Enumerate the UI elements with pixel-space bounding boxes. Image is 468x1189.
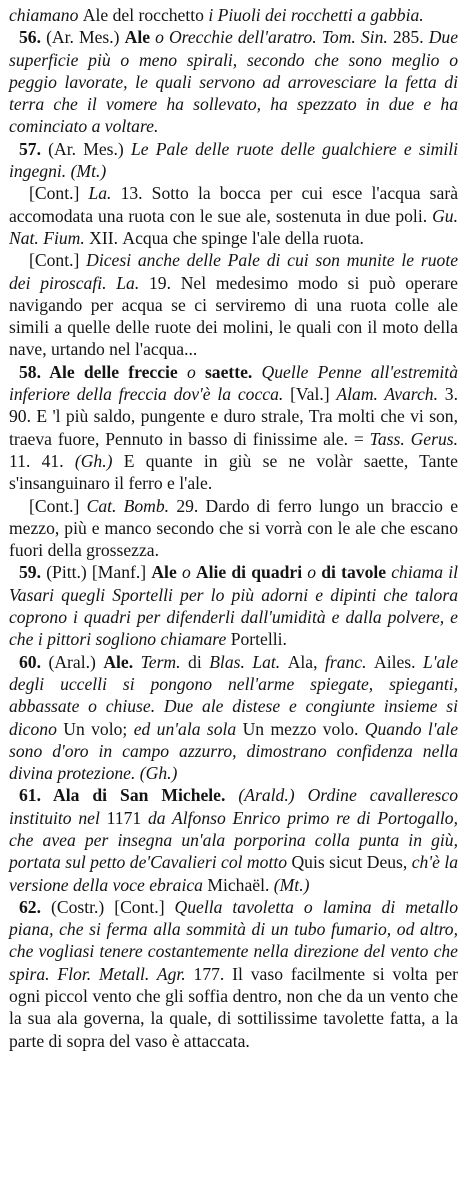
italic-text: ch'è la versione della voce ebraica bbox=[9, 852, 458, 895]
italic-text: franc. bbox=[324, 651, 374, 672]
body-text: Acqua che spinge l'ale della ruota. bbox=[122, 227, 364, 248]
entry-heading-text: Ale bbox=[151, 562, 182, 583]
continuation-paragraph bbox=[9, 249, 458, 360]
body-text: 285. bbox=[392, 27, 429, 48]
entry-heading-text: di tavole bbox=[321, 562, 392, 583]
body-text: XII. bbox=[89, 227, 123, 248]
italic-text: Quelle Penne all'estremità inferiore della freccia dov'è la cocca. bbox=[9, 361, 458, 405]
body-text: (Costr.) [Cont.] bbox=[50, 896, 175, 917]
body-text: [Cont.] bbox=[29, 183, 89, 204]
italic-text: chiama il Vasari quegli Sportelli per lo più adorni e dipinti che talora coprono i quadri per difenderli dall'umidità e dalla polvere, e che i pittori sogliono chiamare bbox=[9, 562, 459, 650]
entry-heading-text: 58. bbox=[19, 361, 50, 382]
italic-text: La. bbox=[88, 183, 121, 204]
italic-text: (Arald.) bbox=[238, 785, 308, 806]
body-text: E quante in giù se ne volàr saette, Tante s'insanguinaro il ferro e l'ale. bbox=[9, 450, 458, 494]
entry-paragraph bbox=[9, 26, 458, 137]
body-text: 19. Nel medesimo modo si può operare navigando per acqua se ci serviremo di una ruota colle ale simili a quelle delle ruote dei molini, le quali con il moto della nave, urtando nel l'acqua... bbox=[9, 272, 458, 360]
italic-text: (Mt.) bbox=[273, 874, 310, 895]
body-text: 177. Il vaso facilmente si volta per ogni piccol vento che gli soffia dentro, non che da un vento che la sua ala governa, la quale, di sottilissime tavolette fatta, a la parte di sopra del vaso è attaccata. bbox=[9, 963, 458, 1051]
italic-text: i Piuoli dei rocchetti a gabbia. bbox=[208, 5, 424, 25]
entry-heading-text: Ale bbox=[124, 27, 156, 48]
italic-text: Due superficie più o meno spirali, secondo che sono meglio o peggio lavorate, le quali servono ad arrovesciare la fetta di terra che il vomere ha sollevato, ha spezzato in due e ha cominciato a voltare. bbox=[9, 27, 458, 137]
italic-text: Le Pale delle ruote delle gualchiere e simili ingegni. (Mt.) bbox=[9, 138, 458, 182]
entry-paragraph bbox=[9, 561, 458, 650]
italic-text: Ordine cavalleresco instituito nel bbox=[9, 785, 459, 828]
entry-paragraph bbox=[9, 784, 458, 895]
entry-paragraph bbox=[9, 896, 458, 1052]
entry-heading-text: 57. bbox=[19, 138, 49, 159]
body-text: 13. Sotto la bocca per cui esce l'acqua sarà accomodata una ruota con le sue ale, sostenuta in due poli. bbox=[9, 183, 458, 226]
italic-text: Blas. Lat. bbox=[209, 651, 288, 672]
entry-heading-text: Ale delle freccie bbox=[49, 361, 187, 382]
entry-heading-text: saette. bbox=[204, 361, 262, 382]
body-text: (Ar. Mes.) bbox=[48, 138, 131, 159]
italic-text: Alam. Avarch. bbox=[336, 384, 445, 405]
entry-paragraph bbox=[9, 138, 458, 183]
italic-text: o bbox=[181, 562, 196, 583]
entry-heading-text: Ale. bbox=[103, 651, 141, 672]
italic-text: L'ale degli uccelli si pongono nell'arme spiegate, spieganti, abbassate o chiuse. Due ale distese e congiunte insieme si dicono bbox=[9, 651, 459, 739]
body-text: [Val.] bbox=[290, 384, 337, 405]
carryover-paragraph bbox=[9, 4, 458, 26]
italic-text: Orecchie dell'aratro. Tom. Sin. bbox=[168, 27, 393, 48]
entry-heading-text: 60. bbox=[19, 651, 49, 672]
body-text: Portelli. bbox=[230, 629, 287, 650]
entry-heading-text: 56. bbox=[19, 27, 47, 48]
continuation-paragraph bbox=[9, 182, 458, 249]
italic-text: ed un'ala sola bbox=[133, 718, 243, 739]
entry-heading-text: 61. bbox=[19, 785, 54, 806]
italic-text: (Gh.) bbox=[74, 450, 124, 471]
italic-text: chiamano bbox=[9, 5, 83, 25]
body-text: Ala, bbox=[287, 651, 325, 672]
body-text: Un mezzo volo. bbox=[242, 718, 365, 739]
body-text: Ailes. bbox=[373, 651, 423, 672]
body-text: Ale del rocchetto bbox=[82, 5, 209, 25]
body-text: (Ar. Mes.) bbox=[46, 27, 125, 48]
continuation-paragraph bbox=[9, 495, 458, 562]
body-text: di bbox=[188, 651, 210, 672]
entry-heading-text: Alie di quadri bbox=[195, 562, 308, 583]
italic-text: Gu. Nat. Fium. bbox=[9, 205, 458, 248]
body-text: (Aral.) bbox=[48, 651, 104, 672]
italic-text: da Alfonso Enrico primo re di Portogallo, che avea per insegna un'ala porporina colla punta in giù, portata sul petto de'Cavalieri col motto bbox=[9, 807, 458, 873]
body-text: Un volo; bbox=[63, 718, 134, 739]
entry-heading-text: 62. bbox=[19, 896, 51, 917]
italic-text: Cat. Bomb. bbox=[86, 495, 177, 516]
body-text: 1171 bbox=[106, 807, 148, 828]
italic-text: Quando l'ale sono d'oro in campo azzurro, dimostrano confidenza nella divina protezione. (Gh.) bbox=[9, 718, 459, 784]
italic-text: Quella tavoletta o lamina di metallo piana, che si ferma alla sommità di un tubo fumario, od altro, che vogliasi tenere costantemente nella direzione del vento che spira. Flor. Metall. Agr. bbox=[9, 896, 458, 984]
entry-heading-text: Ala di San Michele. bbox=[53, 785, 239, 806]
italic-text: Tass. Gerus. bbox=[369, 428, 458, 449]
body-text: [Cont.] bbox=[29, 250, 87, 271]
entry-paragraph bbox=[9, 651, 458, 785]
body-text: 29. Dardo di ferro lungo un braccio e mezzo, più e manco secondo che si vorrà con le ale che escano fuori della grossezza. bbox=[9, 495, 459, 561]
entry-heading-text: 59. bbox=[19, 562, 47, 583]
italic-text: Term. bbox=[140, 651, 189, 672]
body-text: Quis sicut Deus, bbox=[291, 852, 412, 873]
entry-paragraph bbox=[9, 361, 458, 495]
body-text: 11. 41. bbox=[9, 450, 75, 471]
body-text: (Pitt.) [Manf.] bbox=[46, 562, 152, 583]
body-text: [Cont.] bbox=[29, 495, 87, 516]
italic-text: o bbox=[155, 27, 169, 48]
italic-text: o bbox=[307, 562, 322, 583]
italic-text: o bbox=[186, 361, 205, 382]
italic-text: Dicesi anche delle Pale di cui son munite le ruote dei piroscafi. La. bbox=[9, 250, 459, 293]
body-text: 3. 90. E 'l più saldo, pungente e duro strale, Tra molti che vi son, traeva fuore, Pennuto in basso di finissime ale. = bbox=[9, 384, 458, 449]
body-text: Michaël. bbox=[207, 874, 274, 895]
